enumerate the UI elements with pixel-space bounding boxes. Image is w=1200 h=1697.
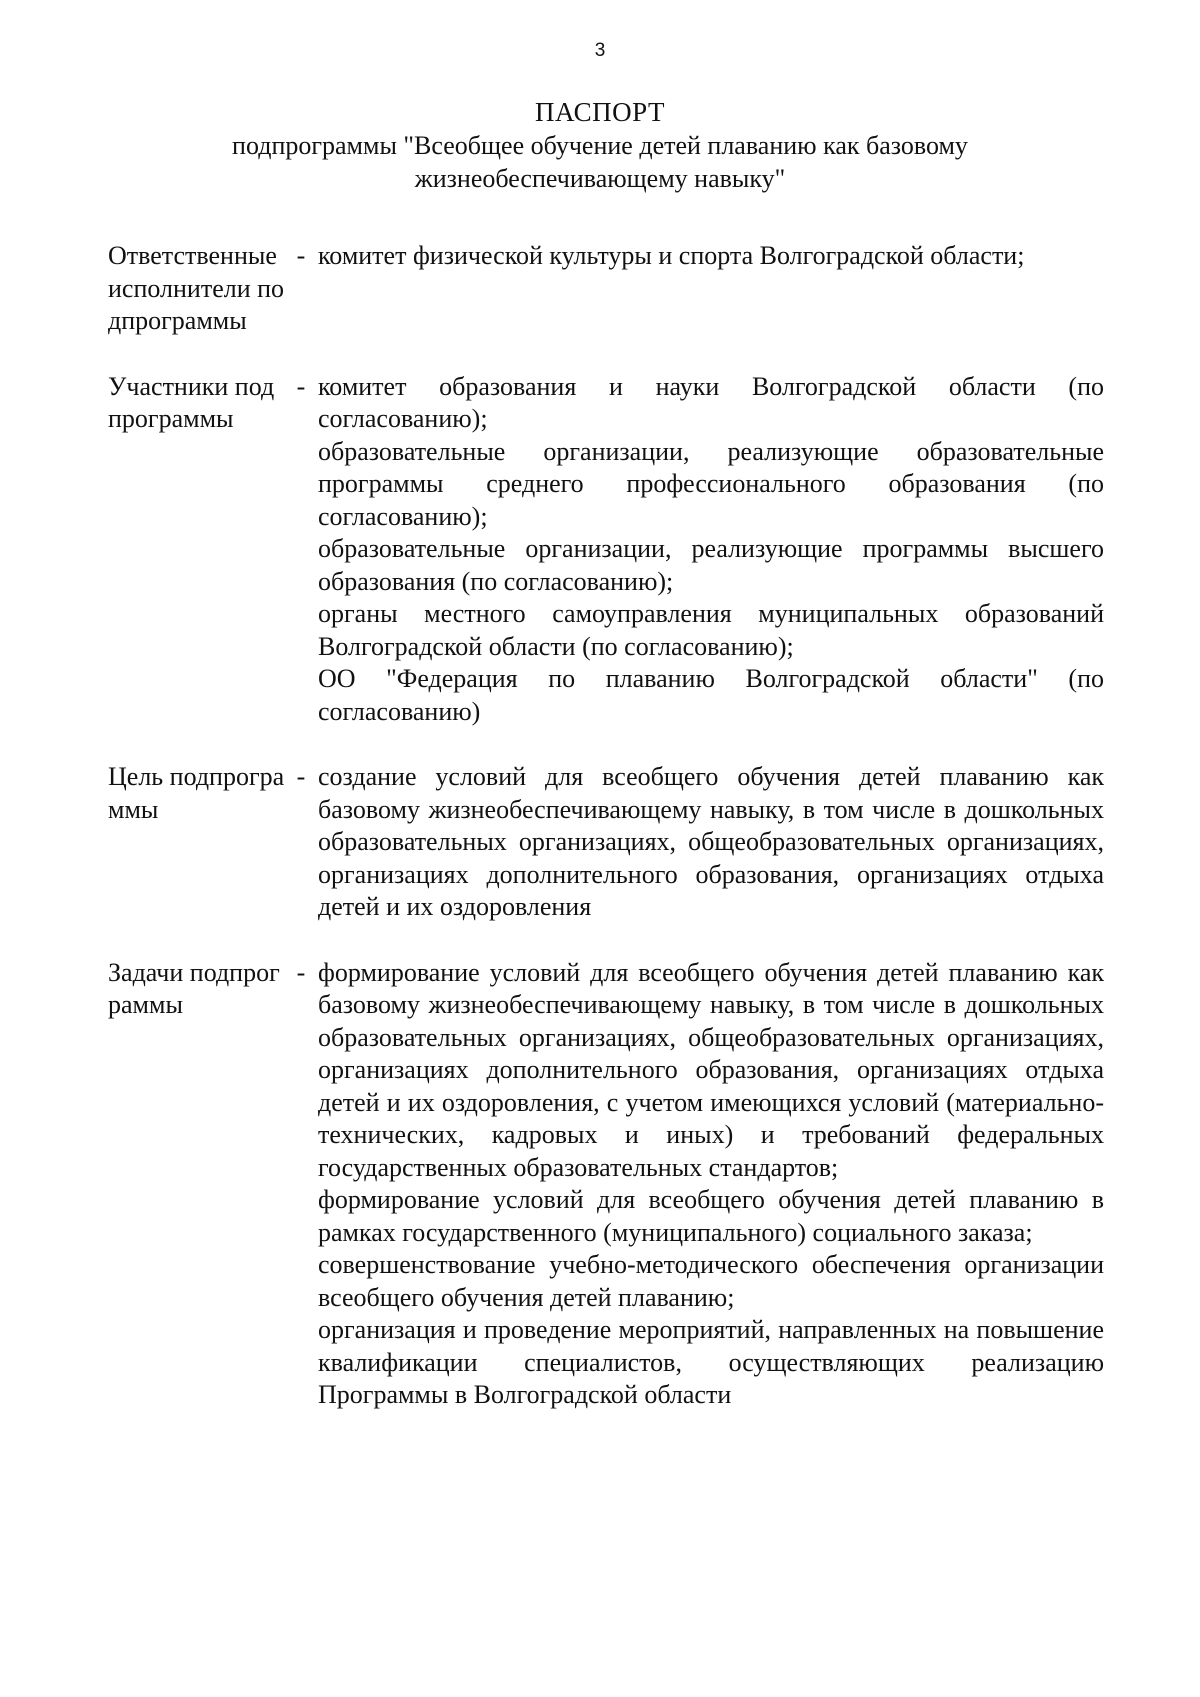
row-label: Участники подпрограммы	[108, 371, 275, 433]
document-heading: ПАСПОРТ	[535, 97, 665, 127]
passport-table	[108, 240, 1128, 1445]
row-label: Цель подпрограммы	[108, 762, 285, 824]
row-paragraph: комитет физической культуры и спорта Волгоградской области;	[318, 241, 1025, 270]
page-number: 3	[594, 40, 606, 61]
row-paragraph: органы местного самоуправления муниципальных образований Волгоградской области (по согласованию);	[318, 599, 1104, 661]
document-title	[0, 96, 1200, 195]
passport-row-responsible	[108, 240, 1128, 338]
row-dash: -	[296, 957, 306, 987]
row-dash: -	[296, 762, 306, 791]
row-dash: -	[296, 371, 306, 401]
row-paragraph: формирование условий для всеобщего обучения детей плаванию в рамках государственного (муниципального) социального заказа;	[318, 1185, 1104, 1247]
row-paragraph: создание условий для всеобщего обучения детей плаванию как базовому жизнеобеспечивающему навыку, в том числе в дошкольных образовательных организациях, общеобразовательных организациях, организациях дополнительного образования, организациях отдыха детей и их оздоровления	[318, 762, 1104, 921]
row-label: Задачи подпрограммы	[108, 957, 280, 1019]
row-paragraph: комитет образования и науки Волгоградской области (по согласованию);	[318, 371, 1104, 433]
row-paragraph: образовательные организации, реализующие образовательные программы среднего профессионального образования (по согласованию);	[318, 436, 1104, 531]
row-content	[318, 957, 1104, 1412]
row-paragraph: организация и проведение мероприятий, направленных на повышение квалификации специалистов, осуществляющих реализацию Программы в Волгоградской области	[318, 1315, 1104, 1409]
passport-row-tasks	[108, 957, 1128, 1412]
document-subtitle: подпрограммы "Всеобщее обучение детей плаванию как базовому жизнеобеспечивающему навыку"	[232, 131, 968, 193]
row-label: Ответственные исполнители подпрограммы	[108, 241, 285, 335]
row-paragraph: образовательные организации, реализующие программы высшего образования (по согласованию);	[318, 534, 1104, 596]
row-content	[318, 761, 1104, 924]
row-dash: -	[296, 241, 306, 270]
passport-row-participants	[108, 371, 1128, 729]
row-paragraph: ОО "Федерация по плаванию Волгоградской области" (по согласованию)	[318, 664, 1104, 726]
row-content	[318, 371, 1104, 729]
row-paragraph: совершенствование учебно-методического обеспечения организации всеобщего обучения детей плаванию;	[318, 1250, 1104, 1312]
row-content	[318, 240, 1104, 273]
passport-row-goal	[108, 761, 1128, 924]
row-paragraph: формирование условий для всеобщего обучения детей плаванию как базовому жизнеобеспечивающему навыку, в том числе в дошкольных образовательных организациях, общеобразовательных организациях, организациях дополнительного образования, организациях отдыха детей и их оздоровления, с учетом имеющихся условий (материально-технических, кадровых и иных) и требований федеральных государственных образовательных стандартов;	[318, 957, 1104, 1182]
